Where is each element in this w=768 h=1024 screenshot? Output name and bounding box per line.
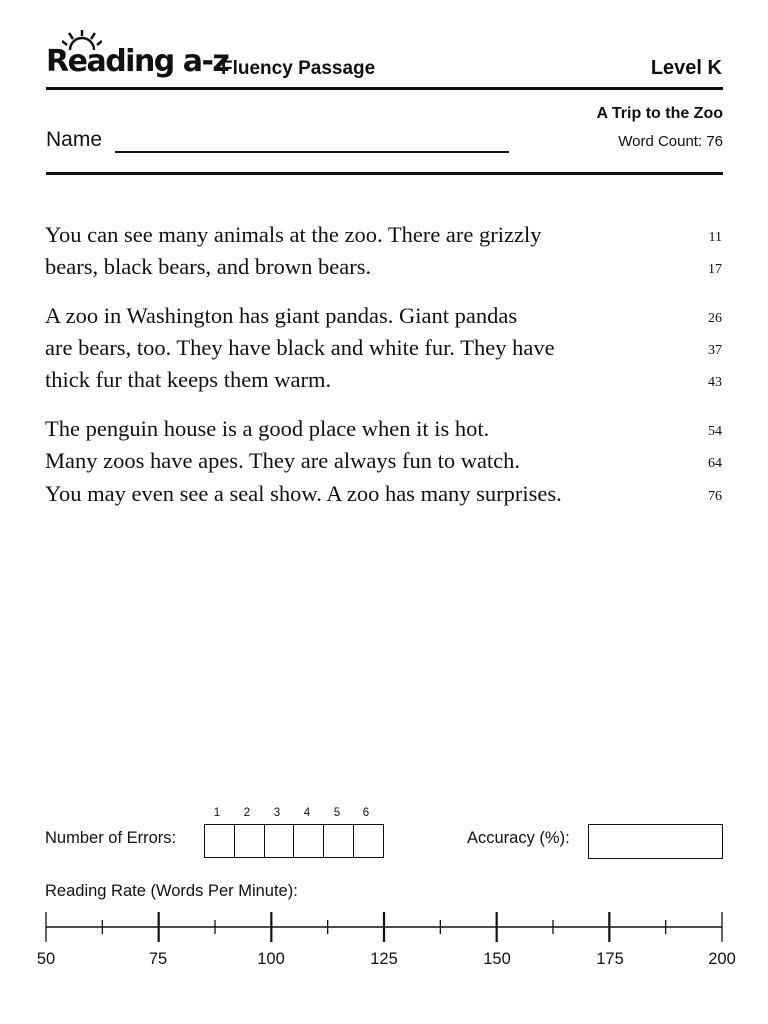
scale-label: 50 [36,950,56,968]
error-box-number: 2 [243,807,251,819]
running-word-count: 54 [708,424,722,439]
running-word-count: 26 [708,311,722,326]
accuracy-input-box[interactable] [588,824,723,859]
error-box-4[interactable] [294,825,324,857]
passage-line: You can see many animals at the zoo. There are grizzly [45,222,542,247]
document-type-title: Fluency Passage [221,58,376,79]
error-box-1[interactable] [205,825,235,857]
running-word-count: 64 [708,456,722,471]
scale-label: 100 [257,950,285,968]
running-word-count: 17 [708,262,722,277]
level-label: Level K [650,57,722,79]
name-field-line[interactable] [115,151,509,153]
section-divider [46,172,723,175]
passage-line: are bears, too. They have black and white fur. They have [45,335,555,360]
error-box-number: 1 [213,807,221,819]
running-word-count: 37 [708,343,722,358]
header-divider [46,87,723,90]
accuracy-label: Accuracy (%): [467,829,570,847]
passage-line: You may even see a seal show. A zoo has many surprises. [45,481,562,506]
error-box-6[interactable] [354,825,383,857]
scale-label: 150 [483,950,511,968]
scale-label: 175 [596,950,624,968]
running-word-count: 43 [708,375,722,390]
passage-line: Many zoos have apes. They are always fun to watch. [45,448,521,473]
name-label: Name [46,128,103,151]
scale-label: 200 [708,950,736,968]
error-box-number: 4 [303,807,311,819]
passage-line: The penguin house is a good place when it is hot. [45,416,490,441]
error-box-number: 3 [273,807,281,819]
errors-label: Number of Errors: [45,829,177,847]
error-box-3[interactable] [265,825,295,857]
error-box-number: 6 [362,807,370,819]
error-box-5[interactable] [324,825,354,857]
scale-label: 125 [370,950,398,968]
error-box-2[interactable] [235,825,265,857]
running-word-count: 76 [708,489,722,504]
passage-line: A zoo in Washington has giant pandas. Giant pandas [45,303,518,328]
scale-label: 75 [148,950,168,968]
logo-text: Reading a-z [46,44,229,79]
running-word-count: 11 [708,230,722,245]
error-tally-boxes [204,824,384,858]
passage-title: A Trip to the Zoo [596,105,723,122]
passage-line: thick fur that keeps them warm. [45,367,332,392]
word-count: Word Count: 76 [618,133,723,150]
passage-line: bears, black bears, and brown bears. [45,254,372,279]
error-box-number: 5 [333,807,341,819]
reading-a-z-logo [46,34,229,86]
reading-rate-label: Reading Rate (Words Per Minute): [45,882,298,900]
